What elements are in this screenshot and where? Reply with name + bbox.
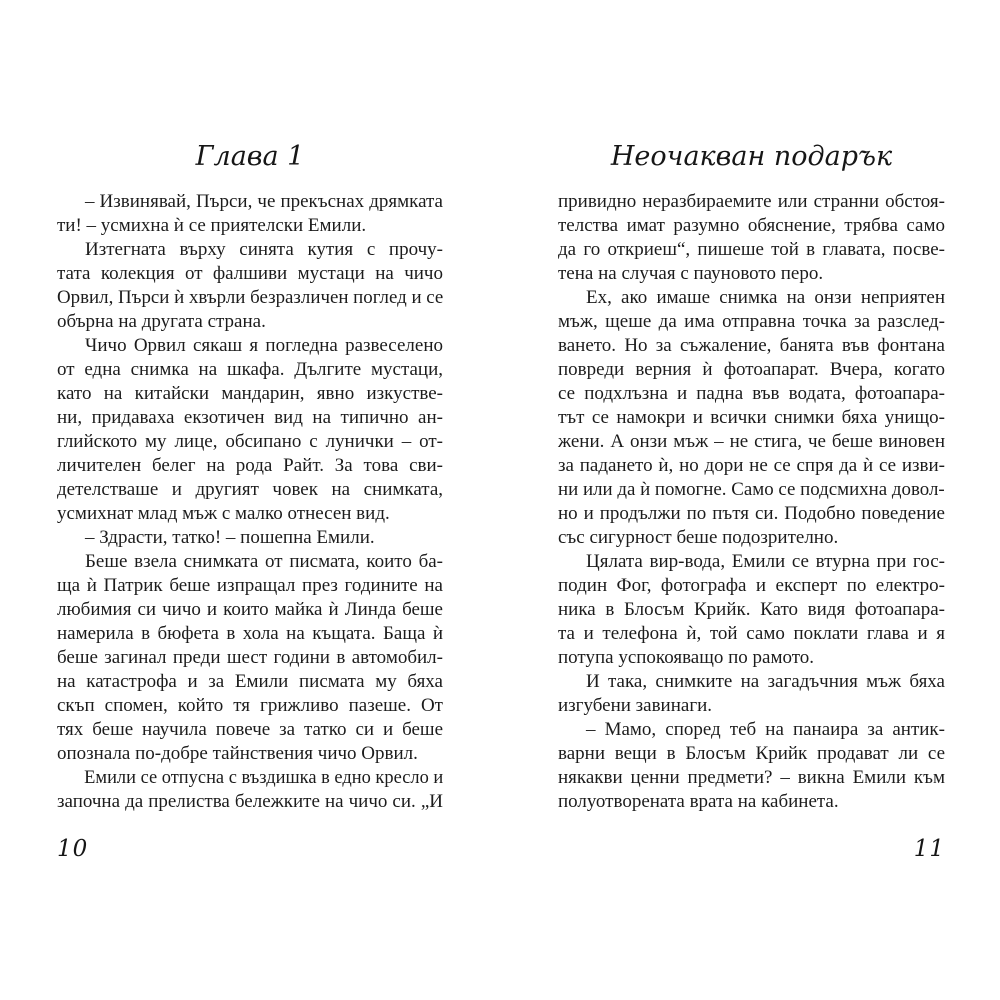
text-line: тена на случая с пауновото перо. bbox=[558, 263, 824, 284]
paragraph bbox=[558, 670, 945, 718]
text-line: – Здрасти, татко! – пошепна Емили. bbox=[85, 527, 375, 548]
text-line: – Извинявай, Пърси, че прекъснах дрямката bbox=[85, 191, 443, 212]
text-line: Цялата вир-вода, Емили се втурна при гос- bbox=[586, 551, 945, 572]
text-line: ти! – усмихна ѝ се приятелски Емили. bbox=[57, 215, 367, 236]
text-line: тът се намокри и всички снимки бяха унищо- bbox=[558, 407, 945, 428]
text-line: ни, придаваха екзотичен вид на типично ан- bbox=[57, 407, 443, 428]
paragraph bbox=[558, 718, 945, 814]
text-line: варни вещи в Блосъм Крийк продават ли се bbox=[558, 743, 945, 764]
text-line: привидно неразбираемите или странни обстоя- bbox=[558, 191, 945, 212]
text-line: започна да прелиства бележките на чичо си. „И bbox=[57, 791, 443, 812]
text-line: скъп спомен, който тя грижливо пазеше. От bbox=[57, 695, 443, 716]
text-line: ни или да ѝ помогне. Само се подсмихна довол- bbox=[558, 479, 945, 500]
text-line: детелстваше и другият човек на снимката, bbox=[57, 479, 443, 500]
text-line: усмихнат млад мъж с малко отнесен вид. bbox=[57, 503, 390, 524]
text-line: тата колекция от фалшиви мустаци на чичо bbox=[57, 263, 443, 284]
text-line: – Мамо, според теб на панаира за антик- bbox=[586, 719, 945, 740]
text-line: като на китайски мандарин, явно изкустве- bbox=[57, 383, 443, 404]
text-line: за падането ѝ, но дори не се спря да ѝ се изви- bbox=[558, 455, 945, 476]
page-number-right: 11 bbox=[913, 836, 945, 862]
text-line: Чичо Орвил сякаш я погледна развеселено bbox=[85, 335, 443, 356]
text-line: беше загинал преди шест години в автомобил- bbox=[57, 647, 443, 668]
text-line: намерила в бюфета в хола на къщата. Баща ѝ bbox=[57, 623, 443, 644]
paragraph bbox=[57, 334, 443, 526]
paragraph bbox=[57, 550, 443, 766]
text-line: Орвил, Пърси ѝ хвърли безразличен поглед и се bbox=[57, 287, 444, 308]
text-line: се подхлъзна и падна във водата, фотоапара- bbox=[558, 383, 945, 404]
text-line: Ех, ако имаше снимка на онзи неприятен bbox=[586, 287, 945, 308]
paragraph bbox=[558, 550, 945, 670]
text-line: Беше взела снимката от писмата, които ба- bbox=[85, 551, 443, 572]
text-line: опознала по-добре тайнствения чичо Орвил. bbox=[57, 743, 418, 764]
page-left bbox=[57, 140, 443, 862]
text-line: някакви ценни предмети? – викна Емили към bbox=[558, 767, 945, 788]
page-left-body bbox=[57, 190, 443, 814]
page-right-body bbox=[558, 190, 945, 814]
paragraph bbox=[558, 190, 945, 286]
paragraph bbox=[558, 286, 945, 550]
text-line: изгубени завинаги. bbox=[558, 695, 713, 716]
text-line: да го откриеш“, пишеше той в главата, посве- bbox=[558, 239, 945, 260]
text-line: жени. А онзи мъж – не стига, че беше виновен bbox=[558, 431, 945, 452]
text-line: глийското му лице, обсипано с лунички – от- bbox=[57, 431, 443, 452]
text-line: подин Фог, фотографа и експерт по електро- bbox=[558, 575, 945, 596]
text-line: от една снимка на шкафа. Дългите мустаци, bbox=[57, 359, 443, 380]
text-line: потупа успокояващо по рамото. bbox=[558, 647, 815, 668]
text-line: но и продължи по пътя си. Подобно поведение bbox=[558, 503, 945, 524]
text-line: любимия си чичо и които майка ѝ Линда беше bbox=[57, 599, 443, 620]
text-line: Изтегната върху синята кутия с прочу- bbox=[85, 239, 443, 260]
paragraph bbox=[57, 526, 443, 550]
text-line: на катастрофа и за Емили писмата му бяха bbox=[57, 671, 443, 692]
text-line: повреди верния ѝ фотоапарат. Вчера, когато bbox=[558, 359, 945, 380]
text-line: полуотворената врата на кабинета. bbox=[558, 791, 839, 812]
paragraph bbox=[57, 190, 443, 238]
text-line: обърна на другата страна. bbox=[57, 311, 266, 332]
text-line: ването. Но за съжаление, банята във фонтана bbox=[558, 335, 945, 356]
text-line: И така, снимките на загадъчния мъж бяха bbox=[586, 671, 945, 692]
text-line: ника в Блосъм Крийк. Като видя фотоапара- bbox=[558, 599, 945, 620]
chapter-title: Глава 1 bbox=[195, 141, 305, 172]
text-line: със сигурност беше подозрително. bbox=[558, 527, 839, 548]
text-line: мъж, щеше да има отправна точка за разслед- bbox=[558, 311, 945, 332]
text-line: та и телефона ѝ, той само поклати глава и я bbox=[558, 623, 945, 644]
page-number-left: 10 bbox=[57, 836, 89, 862]
paragraph bbox=[57, 238, 443, 334]
chapter-header: Неочакван подарък bbox=[610, 141, 893, 172]
text-line: личителен белег на рода Райт. За това сви- bbox=[57, 455, 443, 476]
text-line: Емили се отпусна с въздишка в едно кресло и bbox=[84, 767, 444, 788]
text-line: ща ѝ Патрик беше изпращал през годините на bbox=[57, 575, 443, 596]
text-line: тях беше научила повече за татко си и беше bbox=[57, 719, 443, 740]
page-right bbox=[558, 140, 945, 862]
text-line: телства имат разумно обяснение, трябва само bbox=[558, 215, 945, 236]
paragraph bbox=[57, 766, 443, 814]
